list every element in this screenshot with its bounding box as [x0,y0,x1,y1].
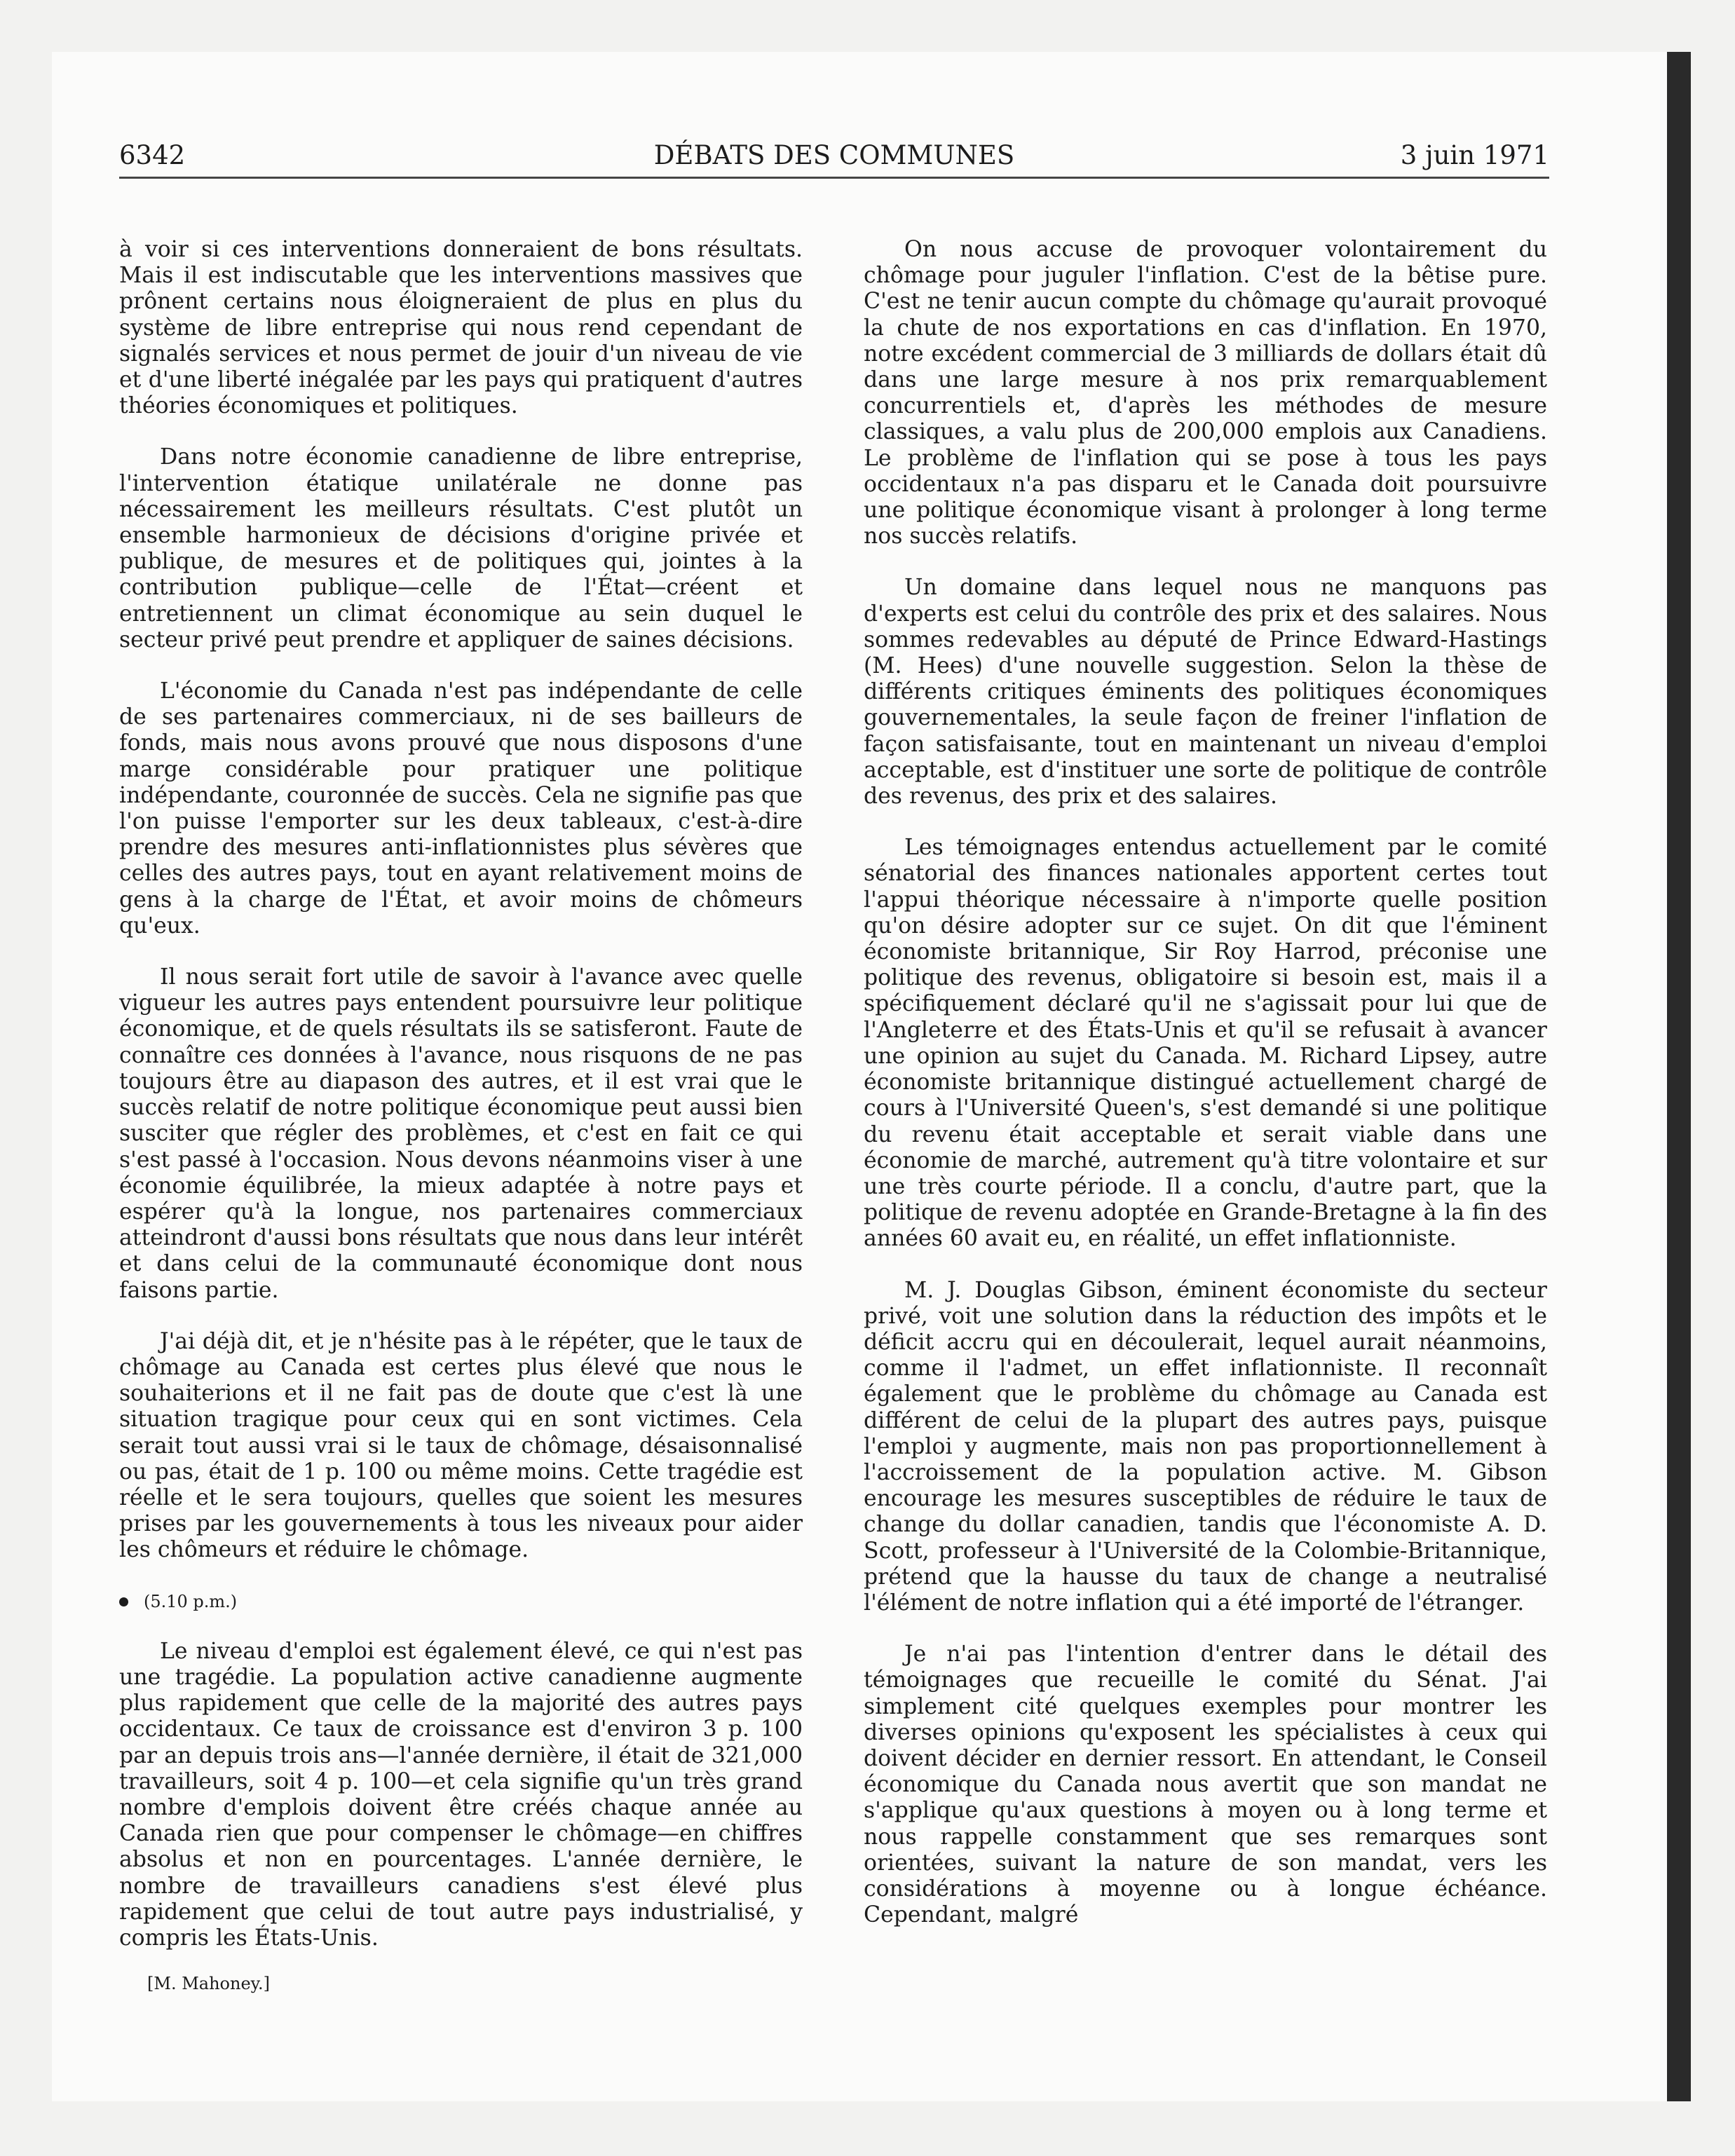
running-title: DÉBATS DES COMMUNES [653,140,1015,170]
paragraph: Le niveau d'emploi est également élevé, ce qui n'est pas une tragédie. La population active canadienne augmente plus rapidement que celle de la majorité des autres pays occidentaux. Ce taux de croissance est d'environ 3 p. 100 par an depuis trois ans—l'année dernière, il était de 321,000 travailleurs, soit 4 p. 100—et cela signifie qu'un très grand nombre d'emplois doivent être créés chaque année au Canada rien que pour compenser le chômage—en chiffres absolus et non en pourcentages. L'année dernière, le nombre de travailleurs canadiens s'est élevé plus rapidement que celui de tout autre pays industrialisé, y compris les États-Unis. [119,1638,803,1951]
time-stamp [119,1589,803,1615]
paragraph: Un domaine dans lequel nous ne manquons pas d'experts est celui du contrôle des prix et des salaires. Nous sommes redevables au député de Prince Edward-Hastings (M. Hees) d'une nouvelle suggestion. Selon la thèse de différents critiques éminents des politiques économiques gouvernementales, la seule façon de freiner l'inflation de façon satisfaisante, tout en maintenant un niveau d'emploi acceptable, est d'instituer une sorte de politique de contrôle des revenus, des prix et des salaires. [864,575,1547,810]
paragraph: M. J. Douglas Gibson, éminent économiste du secteur privé, voit une solution dans la réduction des impôts et le déficit accru qui en découlerait, lequel aurait néanmoins, comme il l'admet, un effet inflationniste. Il reconnaît également que le problème du chômage au Canada est différent de celui de la plupart des autres pays, puisque l'emploi y augmente, mais non pas proportionnellement à l'accroissement de la population active. M. Gibson encourage les mesures susceptibles de réduire le taux de change du dollar canadien, tandis que l'économiste A. D. Scott, professeur à l'Université de la Colombie-Britannique, prétend que la hausse du taux de change a neutralisé l'élément de notre inflation qui a été importé de l'étranger. [864,1277,1547,1616]
page-header [119,139,1549,179]
paragraph: J'ai déjà dit, et je n'hésite pas à le répéter, que le taux de chômage au Canada est certes plus élevé que nous le souhaiterions et il ne fait pas de doute que c'est là une situation tragique pour ceux qui en sont victimes. Cela serait tout aussi vrai si le taux de chômage, désaisonnalisé ou pas, était de 1 p. 100 ou même moins. Cette tragédie est réelle et le sera toujours, quelles que soient les mesures prises par les gouvernements à tous les niveaux pour aider les chômeurs et réduire le chômage. [119,1328,803,1563]
paragraph: Je n'ai pas l'intention d'entrer dans le détail des témoignages que recueille le comité du Sénat. J'ai simplement cité quelques exemples pour montrer les diverses opinions qu'exposent les spécialistes à ceux qui doivent décider en dernier ressort. En attendant, le Conseil économique du Canada nous avertit que son mandat ne s'applique qu'aux questions à moyen ou à long terme et nous rappelle constamment que ses remarques sont orientées, suivant la nature de son mandat, vers les considérations à moyenne ou à longue échéance. Cependant, malgré [864,1642,1547,1928]
page-number: 6342 [119,140,186,170]
bullet-icon [119,1597,128,1606]
paragraph: à voir si ces interventions donneraient de bons résultats. Mais il est indiscutable que les interventions massives que prônent certains nous éloigneraient de plus en plus du système de libre entreprise qui nous rend cependant de signalés services et nous permet de jouir d'un niveau de vie et d'une liberté inégalée par les pays qui pratiquent d'autres théories économiques et politiques. [119,237,803,419]
paragraph: On nous accuse de provoquer volontairement du chômage pour juguler l'inflation. C'est de la bêtise pure. C'est ne tenir aucun compte du chômage qu'aurait provoqué la chute de nos exportations en cas d'inflation. En 1970, notre excédent commercial de 3 milliards de dollars était dû dans une large mesure à nos prix remarquablement concurrentiels et, d'après les méthodes de mesure classiques, a valu plus de 200,000 emplois aux Canadiens. Le problème de l'inflation qui se pose à tous les pays occidentaux n'a pas disparu et le Canada doit poursuivre une politique économique visant à prolonger à long terme nos succès relatifs. [864,237,1547,550]
speaker-tag: [M. Mahoney.] [147,1974,271,1994]
paragraph: L'économie du Canada n'est pas indépendante de celle de ses partenaires commerciaux, ni de ses bailleurs de fonds, mais nous avons prouvé que nous disposons d'une marge considérable pour pratiquer une politique indépendante, couronnée de succès. Cela ne signifie pas que l'on puisse l'emporter sur les deux tableaux, c'est-à-dire prendre des mesures anti-inflationnistes plus sévères que celles des autres pays, tout en ayant relativement moins de gens à la charge de l'État, et avoir moins de chômeurs qu'eux. [119,678,803,939]
right-column [864,237,1547,1953]
paragraph: Les témoignages entendus actuellement par le comité sénatorial des finances nationales apportent certes tout l'appui théorique nécessaire à n'importe quelle position qu'on désire adopter sur ce sujet. On dit que l'éminent économiste britannique, Sir Roy Harrod, préconise une politique des revenus, obligatoire si besoin est, mais il a spécifiquement déclaré qu'il ne s'agissait pour lui que de l'Angleterre et des États-Unis et qu'il se refusait à avancer une opinion au sujet du Canada. M. Richard Lipsey, autre économiste britannique distingué actuellement chargé de cours à l'Université Queen's, s'est demandé si une politique du revenu était acceptable et serait viable dans une économie de marché, autrement qu'à titre volontaire et sur une très courte période. Il a conclu, d'autre part, que la politique de revenu adoptée en Grande-Bretagne à la fin des années 60 avait eu, en réalité, un effet inflationniste. [864,835,1547,1252]
header-date: 3 juin 1971 [1400,140,1549,170]
paragraph: Il nous serait fort utile de savoir à l'avance avec quelle vigueur les autres pays entendent poursuivre leur politique économique, et de quels résultats ils se satisferont. Faute de connaître ces données à l'avance, nous risquons de ne pas toujours être au diapason des autres, et il est vrai que le succès relatif de notre politique économique peut aussi bien susciter que régler des problèmes, et c'est en fait ce qui s'est passé à l'occasion. Nous devons néanmoins viser à une économie équilibrée, la mieux adaptée à notre pays et espérer qu'à la longue, nos partenaires commerciaux atteindront d'aussi bons résultats que nous dans leur intérêt et dans celui de la communauté économique dont nous faisons partie. [119,964,803,1303]
paragraph: Dans notre économie canadienne de libre entreprise, l'intervention étatique unilatérale ne donne pas nécessairement les meilleurs résultats. C'est plutôt un ensemble harmonieux de décisions d'origine privée et publique, de mesures et de politiques qui, jointes à la contribution publique—celle de l'État—créent et entretiennent un climat économique au sein duquel le secteur privé peut prendre et appliquer de saines décisions. [119,444,803,653]
left-column [119,237,803,1997]
scan-edge [1667,52,1691,2101]
time-stamp-text: (5.10 p.m.) [144,1591,238,1611]
